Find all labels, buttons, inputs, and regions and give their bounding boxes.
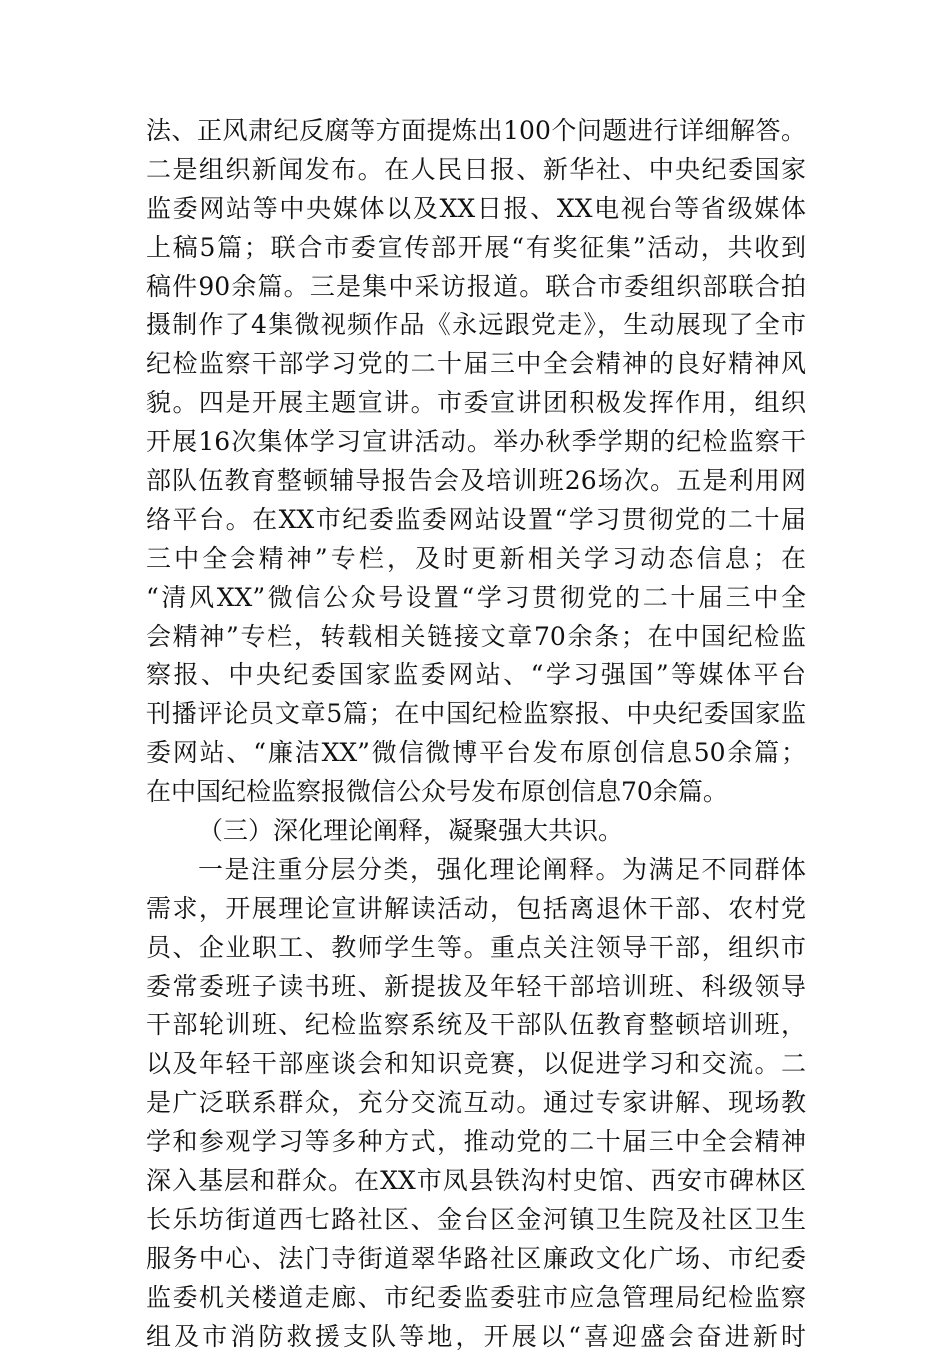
text-line: “清风XX”微信公众号设置“学习贯彻党的二十届三中全 [146,582,806,612]
text-line: 二是组织新闻发布。在人民日报、新华社、中央纪委国家 [146,154,806,184]
text-line: 以及年轻干部座谈会和知识竞赛，以促进学习和交流。二 [146,1049,806,1079]
text-line: 委常委班子读书班、新提拔及年轻干部培训班、科级领导 [146,971,806,1001]
section-heading: （三）深化理论阐释，凝聚强大共识。 [198,816,624,846]
text-line: 察报、中央纪委国家监委网站、“学习强国”等媒体平台 [146,660,806,690]
text-line: 学和参观学习等多种方式，推动党的二十届三中全会精神 [146,1127,806,1157]
document-body [146,112,806,1357]
text-line: 深入基层和群众。在XX市凤县铁沟村史馆、西安市碑林区 [146,1166,806,1196]
text-line: 络平台。在XX市纪委监委网站设置“学习贯彻党的二十届 [146,504,806,534]
text-line: 刊播评论员文章5篇；在中国纪检监察报、中央纪委国家监 [146,699,806,729]
text-line: 纪检监察干部学习党的二十届三中全会精神的良好精神风 [146,349,806,379]
text-line: 监委网站等中央媒体以及XX日报、XX电视台等省级媒体 [146,193,806,223]
text-line: 员、企业职工、教师学生等。重点关注领导干部，组织市 [146,932,806,962]
text-line: 监委机关楼道走廊、市纪委监委驻市应急管理局纪检监察 [146,1282,806,1312]
text-line: 稿件90余篇。三是集中采访报道。联合市委组织部联合拍 [146,271,806,301]
text-line: 摄制作了4集微视频作品《永远跟党走》，生动展现了全市 [146,310,806,340]
text-line: 部队伍教育整顿辅导报告会及培训班26场次。五是利用网 [146,466,806,496]
text-line: 干部轮训班、纪检监察系统及干部队伍教育整顿培训班， [146,1010,806,1040]
text-line: 会精神”专栏，转载相关链接文章70余条；在中国纪检监 [146,621,806,651]
text-line: 服务中心、法门寺街道翠华路社区廉政文化广场、市纪委 [146,1243,806,1273]
text-line: 需求，开展理论宣讲解读活动，包括离退休干部、农村党 [146,893,806,923]
text-line: 开展16次集体学习宣讲活动。举办秋季学期的纪检监察干 [146,427,806,457]
text-line: 貌。四是开展主题宣讲。市委宣讲团积极发挥作用，组织 [146,388,806,418]
text-line: 三中全会精神”专栏，及时更新相关学习动态信息；在 [146,543,806,573]
text-line: 法、正风肃纪反腐等方面提炼出100个问题进行详细解答。 [146,116,806,145]
text-line: 组及市消防救援支队等地，开展以“喜迎盛会奋进新时 [146,1321,806,1351]
text-line: 委网站、“廉洁XX”微信微博平台发布原创信息50余篇； [146,738,806,768]
text-line: 长乐坊街道西七路社区、金台区金河镇卫生院及社区卫生 [146,1204,806,1234]
text-line: 在中国纪检监察报微信公众号发布原创信息70余篇。 [146,777,728,807]
text-line: 上稿5篇；联合市委宣传部开展“有奖征集”活动，共收到 [146,232,806,262]
text-line: 一是注重分层分类，强化理论阐释。为满足不同群体 [198,854,806,884]
text-line: 是广泛联系群众，充分交流互动。通过专家讲解、现场教 [146,1088,806,1118]
